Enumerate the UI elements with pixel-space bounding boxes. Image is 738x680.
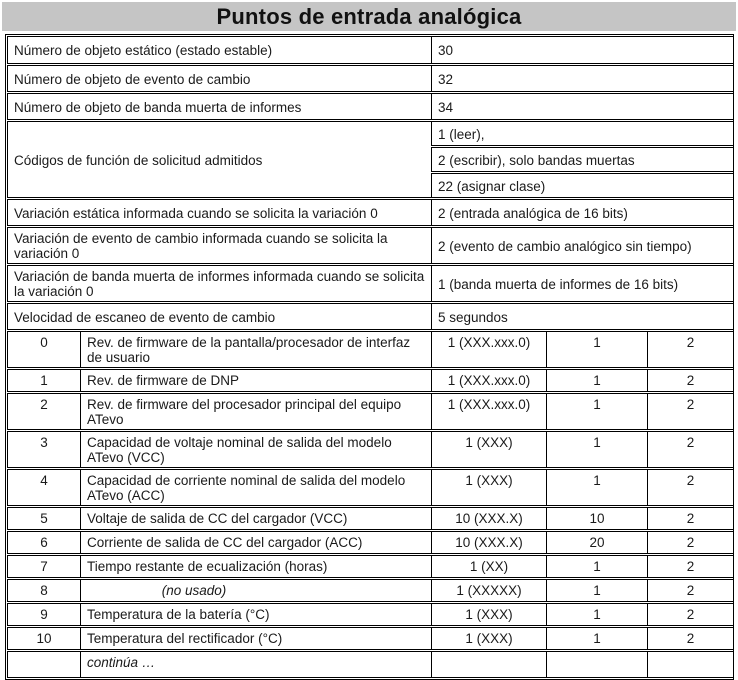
spec-label: Número de objeto de evento de cambio (8, 65, 432, 93)
point-factor: 1 (547, 627, 648, 651)
spec-value: 1 (leer), (432, 121, 734, 147)
continuation-row (8, 651, 734, 678)
spec-label: Número de objeto estático (estado estable) (8, 37, 432, 65)
point-index: 3 (8, 431, 81, 469)
spec-value: 5 segundos (432, 303, 734, 331)
point-factor: 20 (547, 531, 648, 555)
spec-value: 30 (432, 37, 734, 65)
point-index: 4 (8, 469, 81, 507)
point-index: 9 (8, 603, 81, 627)
point-row (8, 469, 734, 507)
point-class: 2 (648, 579, 734, 603)
spec-value: 2 (escribir), solo bandas muertas (432, 147, 734, 173)
spec-label: Número de objeto de banda muerta de informes (8, 93, 432, 121)
spec-row (8, 37, 734, 65)
point-class: 2 (648, 555, 734, 579)
point-description: Temperatura de la batería (°C) (81, 603, 432, 627)
point-row (8, 579, 734, 603)
document-page (0, 2, 738, 670)
point-index: 6 (8, 531, 81, 555)
point-row (8, 627, 734, 651)
point-factor: 1 (547, 603, 648, 627)
point-factor: 1 (547, 555, 648, 579)
point-description: Capacidad de voltaje nominal de salida del modelo ATevo (VCC) (81, 431, 432, 469)
point-class: 2 (648, 507, 734, 531)
continuation-label: continúa … (81, 651, 432, 678)
point-scale: 1 (XXXXX) (432, 579, 547, 603)
point-row (8, 431, 734, 469)
point-description: Tiempo restante de ecualización (horas) (81, 555, 432, 579)
point-class: 2 (648, 627, 734, 651)
point-row (8, 507, 734, 531)
point-row (8, 531, 734, 555)
point-scale: 1 (XXX) (432, 603, 547, 627)
spec-value: 2 (entrada analógica de 16 bits) (432, 199, 734, 227)
spec-value: 34 (432, 93, 734, 121)
point-index: 10 (8, 627, 81, 651)
point-index: 0 (8, 331, 81, 369)
spec-value: 1 (banda muerta de informes de 16 bits) (432, 265, 734, 303)
point-class: 2 (648, 393, 734, 431)
point-row (8, 393, 734, 431)
spec-row (8, 93, 734, 121)
point-class: 2 (648, 531, 734, 555)
spec-label: Variación de evento de cambio informada cuando se solicita la variación 0 (8, 227, 432, 265)
point-row (8, 369, 734, 393)
point-description: (no usado) (81, 579, 432, 603)
point-class: 2 (648, 369, 734, 393)
point-row (8, 555, 734, 579)
point-index (8, 651, 81, 678)
point-index: 7 (8, 555, 81, 579)
point-index: 1 (8, 369, 81, 393)
point-scale: 1 (XXX) (432, 469, 547, 507)
point-factor: 1 (547, 331, 648, 369)
spec-row (8, 121, 734, 147)
point-index: 8 (8, 579, 81, 603)
point-index: 5 (8, 507, 81, 531)
point-description: Temperatura del rectificador (°C) (81, 627, 432, 651)
spec-value: 22 (asignar clase) (432, 173, 734, 199)
spec-row (8, 199, 734, 227)
point-factor (547, 651, 648, 678)
point-index: 2 (8, 393, 81, 431)
spec-row (8, 303, 734, 331)
spec-row (8, 65, 734, 93)
page-title: Puntos de entrada analógica (2, 2, 736, 31)
point-scale: 1 (XXX) (432, 431, 547, 469)
spec-row (8, 227, 734, 265)
point-description: Rev. de firmware de DNP (81, 369, 432, 393)
point-description: Corriente de salida de CC del cargador (ACC) (81, 531, 432, 555)
point-factor: 1 (547, 579, 648, 603)
point-scale: 1 (XXX) (432, 627, 547, 651)
point-row (8, 603, 734, 627)
table-frame (5, 34, 734, 680)
point-scale: 10 (XXX.X) (432, 531, 547, 555)
point-scale: 1 (XX) (432, 555, 547, 579)
point-class: 2 (648, 603, 734, 627)
spec-value: 32 (432, 65, 734, 93)
point-class: 2 (648, 431, 734, 469)
point-scale (432, 651, 547, 678)
point-class: 2 (648, 331, 734, 369)
spec-label: Velocidad de escaneo de evento de cambio (8, 303, 432, 331)
point-class (648, 651, 734, 678)
point-factor: 10 (547, 507, 648, 531)
spec-label: Variación de banda muerta de informes informada cuando se solicita la variación 0 (8, 265, 432, 303)
point-factor: 1 (547, 431, 648, 469)
point-description: Rev. de firmware del procesador principal del equipo ATevo (81, 393, 432, 431)
spec-label: Códigos de función de solicitud admitidos (8, 121, 432, 199)
point-description: Rev. de firmware de la pantalla/procesador de interfaz de usuario (81, 331, 432, 369)
spec-label: Variación estática informada cuando se solicita la variación 0 (8, 199, 432, 227)
spec-value: 2 (evento de cambio analógico sin tiempo) (432, 227, 734, 265)
point-scale: 1 (XXX.xxx.0) (432, 331, 547, 369)
spec-row (8, 265, 734, 303)
point-scale: 1 (XXX.xxx.0) (432, 393, 547, 431)
point-row (8, 331, 734, 369)
point-factor: 1 (547, 393, 648, 431)
point-description: Voltaje de salida de CC del cargador (VCC) (81, 507, 432, 531)
point-scale: 10 (XXX.X) (432, 507, 547, 531)
point-description: Capacidad de corriente nominal de salida del modelo ATevo (ACC) (81, 469, 432, 507)
point-scale: 1 (XXX.xxx.0) (432, 369, 547, 393)
point-factor: 1 (547, 469, 648, 507)
analog-input-points-table (7, 36, 734, 678)
point-factor: 1 (547, 369, 648, 393)
point-class: 2 (648, 469, 734, 507)
